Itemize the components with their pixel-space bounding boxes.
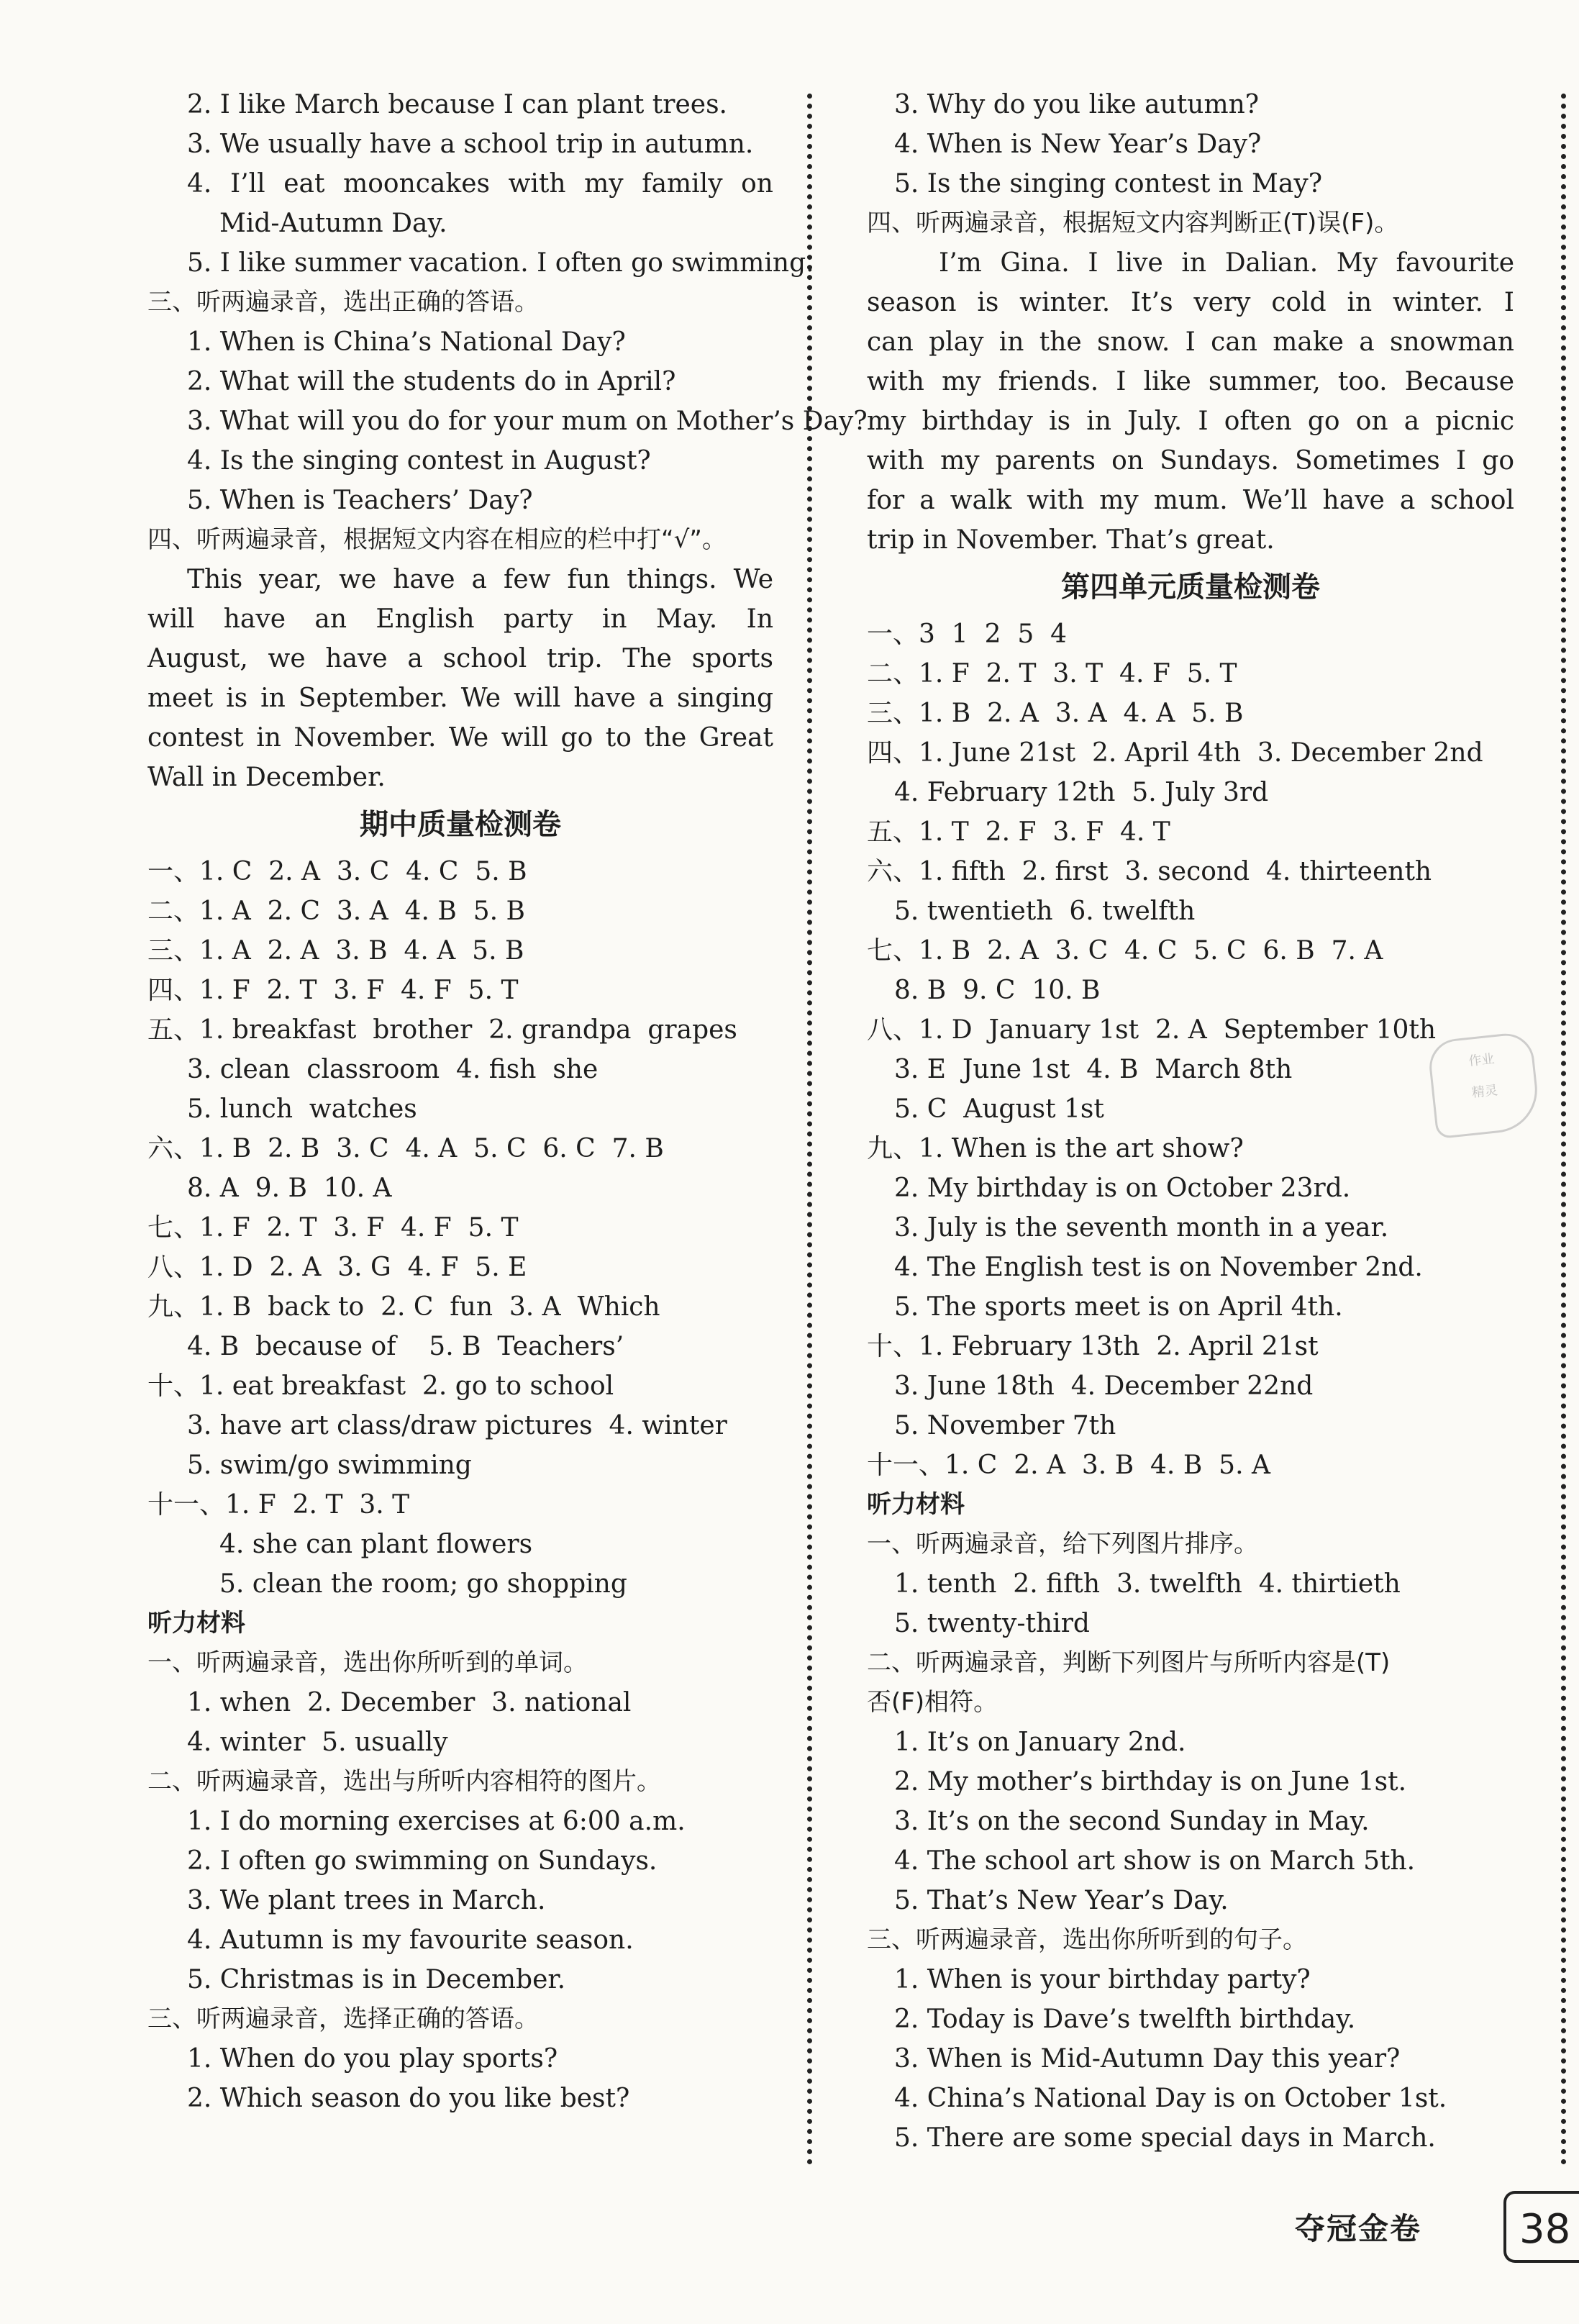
left-line: 4. B because of 5. B Teachers’ <box>187 1332 624 1361</box>
right-line: 5. November 7th <box>894 1411 1116 1440</box>
left-line: 期中质量检测卷 <box>360 808 561 841</box>
right-line: 六、1. fifth 2. first 3. second 4. thirteenth <box>867 857 1432 886</box>
right-column <box>867 85 1514 2158</box>
right-line: 2. Today is Dave’s twelfth birthday. <box>894 2005 1356 2034</box>
right-line: 4. The school art show is on March 5th. <box>894 1846 1416 1876</box>
right-line: 5. That’s New Year’s Day. <box>894 1886 1229 1915</box>
left-line: 1. When do you play sports? <box>187 2044 558 2074</box>
right-line: 十、1. February 13th 2. April 21st <box>867 1332 1319 1361</box>
left-line: 一、1. C 2. A 3. C 4. C 5. B <box>147 857 527 886</box>
right-line: 3. Why do you like autumn? <box>894 90 1260 119</box>
left-line: Mid-Autumn Day. <box>219 209 447 238</box>
left-line: 4. Autumn is my favourite season. <box>187 1925 634 1955</box>
left-line: 二、听两遍录音，选出与所听内容相符的图片。 <box>147 1767 661 1796</box>
right-line: 3. When is Mid-Autumn Day this year? <box>894 2044 1401 2074</box>
right-line: 一、听两遍录音，给下列图片排序。 <box>867 1530 1258 1558</box>
left-line: meet is in September. We will have a singing <box>147 684 773 713</box>
left-line: 5. clean the room; go shopping <box>219 1569 627 1599</box>
right-line: 一、3 1 2 5 4 <box>867 619 1068 649</box>
left-line: 5. Christmas is in December. <box>187 1965 566 1994</box>
right-line: 四、1. June 21st 2. April 4th 3. December 2nd <box>867 738 1483 768</box>
right-line: for a walk with my mum. We’ll have a school <box>867 486 1514 515</box>
left-line: 1. When is China’s National Day? <box>187 327 626 357</box>
right-line: 五、1. T 2. F 3. F 4. T <box>867 817 1170 847</box>
right-line: 三、听两遍录音，选出你所听到的句子。 <box>867 1925 1307 1954</box>
left-line: 3. What will you do for your mum on Mother’s Day? <box>187 407 868 436</box>
right-line: 5. C August 1st <box>894 1094 1104 1124</box>
right-line: 2. My mother’s birthday is on June 1st. <box>894 1767 1407 1797</box>
right-line: 4. The English test is on November 2nd. <box>894 1253 1423 1282</box>
left-line: Wall in December. <box>147 763 386 792</box>
page-number: 38 <box>1503 2191 1579 2263</box>
right-line: 5. The sports meet is on April 4th. <box>894 1292 1343 1322</box>
right-line: 七、1. B 2. A 3. C 4. C 5. C 6. B 7. A <box>867 936 1383 966</box>
left-line: 四、1. F 2. T 3. F 4. F 5. T <box>147 976 519 1005</box>
right-line: 3. E June 1st 4. B March 8th <box>894 1055 1293 1084</box>
left-line: 二、1. A 2. C 3. A 4. B 5. B <box>147 897 525 926</box>
left-line: 十、1. eat breakfast 2. go to school <box>147 1371 614 1401</box>
left-line: 一、听两遍录音，选出你所听到的单词。 <box>147 1648 588 1677</box>
right-line: with my parents on Sundays. Sometimes I go <box>867 446 1514 476</box>
left-line: 3. clean classroom 4. fish she <box>187 1055 599 1084</box>
right-line: 5. Is the singing contest in May? <box>894 169 1323 199</box>
left-line: 十一、1. F 2. T 3. T <box>147 1490 410 1520</box>
left-line: 五、1. breakfast brother 2. grandpa grapes <box>147 1015 737 1045</box>
left-line: This year, we have a few fun things. We <box>187 565 773 594</box>
right-line: 1. When is your birthday party? <box>894 1965 1311 1994</box>
left-line: 2. Which season do you like best? <box>187 2084 630 2113</box>
right-line: 5. There are some special days in March. <box>894 2123 1436 2153</box>
right-line: 2. My birthday is on October 23rd. <box>894 1174 1351 1203</box>
left-line: 4. Is the singing contest in August? <box>187 446 651 476</box>
right-line: 听力材料 <box>867 1490 965 1519</box>
left-line: 5. I like summer vacation. I often go swimming. <box>187 248 814 278</box>
left-line: 5. swim/go swimming <box>187 1451 472 1480</box>
left-line: 4. winter 5. usually <box>187 1728 448 1757</box>
left-line: 三、听两遍录音，选出正确的答语。 <box>147 288 539 317</box>
right-line: 九、1. When is the art show? <box>867 1134 1244 1163</box>
right-line: 3. It’s on the second Sunday in May. <box>894 1807 1370 1836</box>
left-line: 8. A 9. B 10. A <box>187 1174 392 1203</box>
book-title: 夺冠金卷 <box>1295 2211 1422 2246</box>
right-line: 8. B 9. C 10. B <box>894 976 1101 1005</box>
left-line: 听力材料 <box>147 1609 245 1638</box>
left-line: 九、1. B back to 2. C fun 3. A Which <box>147 1292 660 1322</box>
left-line: will have an English party in May. In <box>147 604 773 634</box>
left-line: 4. I’ll eat mooncakes with my family on <box>187 169 773 199</box>
right-line: my birthday is in July. I often go on a picnic <box>867 407 1514 436</box>
left-line: 1. I do morning exercises at 6:00 a.m. <box>187 1807 686 1836</box>
right-line: 第四单元质量检测卷 <box>1061 571 1320 604</box>
left-line: 1. when 2. December 3. national <box>187 1688 632 1717</box>
left-line: 4. she can plant flowers <box>219 1530 533 1559</box>
right-line: 十一、1. C 2. A 3. B 4. B 5. A <box>867 1451 1270 1480</box>
watermark-stamp: 作业 精灵 <box>1426 1031 1541 1140</box>
right-line: 二、1. F 2. T 3. T 4. F 5. T <box>867 659 1237 689</box>
left-column <box>147 85 868 2118</box>
right-line: 4. February 12th 5. July 3rd <box>894 778 1269 807</box>
right-line: trip in November. That’s great. <box>867 525 1275 555</box>
left-line: 2. What will the students do in April? <box>187 367 676 396</box>
right-line: 5. twentieth 6. twelfth <box>894 897 1196 926</box>
right-line: 3. June 18th 4. December 22nd <box>894 1371 1314 1401</box>
right-line: 否(F)相符。 <box>867 1688 998 1717</box>
left-line: 3. We usually have a school trip in autumn. <box>187 130 754 159</box>
left-line: 三、1. A 2. A 3. B 4. A 5. B <box>147 936 524 966</box>
right-line: 1. tenth 2. fifth 3. twelfth 4. thirtieth <box>894 1569 1401 1599</box>
left-line: August, we have a school trip. The sports <box>147 644 773 673</box>
right-line: 1. It’s on January 2nd. <box>894 1728 1186 1757</box>
left-line: 3. We plant trees in March. <box>187 1886 546 1915</box>
right-line: 4. When is New Year’s Day? <box>894 130 1262 159</box>
right-line: 4. China’s National Day is on October 1st. <box>894 2084 1447 2113</box>
left-line: 5. When is Teachers’ Day? <box>187 486 533 515</box>
right-line: with my friends. I like summer, too. Because <box>867 367 1514 396</box>
right-line: 二、听两遍录音，判断下列图片与所听内容是(T) <box>867 1648 1391 1677</box>
binding-edge <box>1561 94 1566 2166</box>
column-divider <box>807 94 812 2166</box>
right-line: 3. July is the seventh month in a year. <box>894 1213 1389 1243</box>
left-line: 四、听两遍录音，根据短文内容在相应的栏中打“√”。 <box>147 525 727 554</box>
right-line: 四、听两遍录音，根据短文内容判断正(T)误(F)。 <box>867 209 1399 237</box>
left-line: 八、1. D 2. A 3. G 4. F 5. E <box>147 1253 527 1282</box>
left-line: 2. I often go swimming on Sundays. <box>187 1846 657 1876</box>
right-line: can play in the snow. I can make a snowman <box>867 327 1514 357</box>
left-line: 七、1. F 2. T 3. F 4. F 5. T <box>147 1213 519 1243</box>
left-line: contest in November. We will go to the Great <box>147 723 773 753</box>
left-line: 2. I like March because I can plant trees. <box>187 90 727 119</box>
right-line: 5. twenty-third <box>894 1609 1090 1638</box>
right-line: season is winter. It’s very cold in winter. I <box>867 288 1514 317</box>
left-line: 三、听两遍录音，选择正确的答语。 <box>147 2005 539 2033</box>
right-line: 八、1. D January 1st 2. A September 10th <box>867 1015 1437 1045</box>
left-line: 六、1. B 2. B 3. C 4. A 5. C 6. C 7. B <box>147 1134 664 1163</box>
right-line: I’m Gina. I live in Dalian. My favourite <box>939 248 1514 278</box>
left-line: 5. lunch watches <box>187 1094 417 1124</box>
right-line: 三、1. B 2. A 3. A 4. A 5. B <box>867 699 1244 728</box>
left-line: 3. have art class/draw pictures 4. winter <box>187 1411 727 1440</box>
